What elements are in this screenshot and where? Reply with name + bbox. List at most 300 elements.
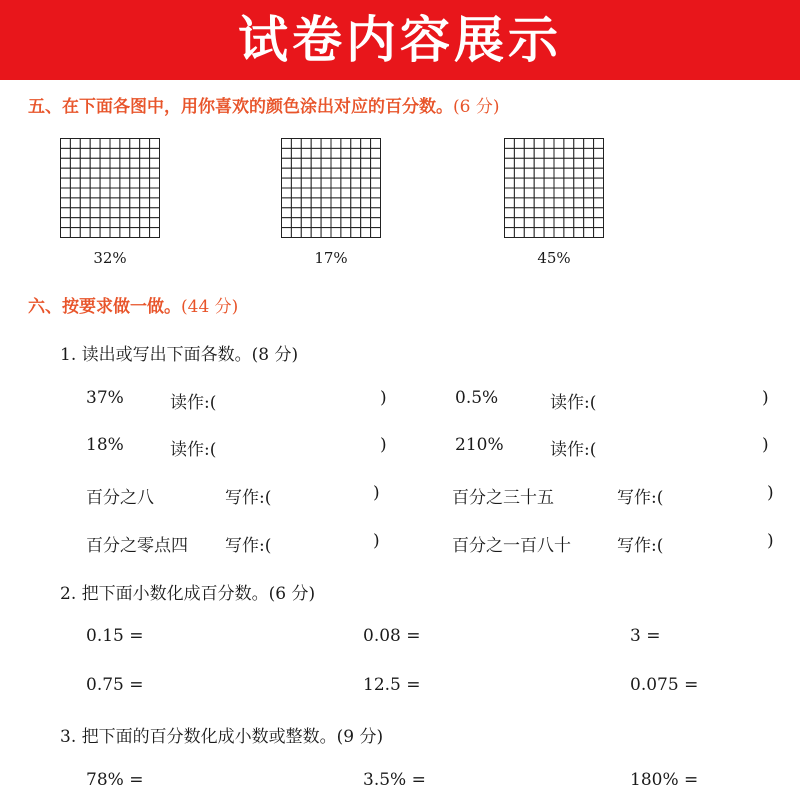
grid-cell[interactable] (70, 148, 80, 158)
grid-cell[interactable] (150, 178, 160, 188)
grid-cell[interactable] (100, 168, 110, 178)
grid-cell[interactable] (70, 188, 80, 198)
grid-cell[interactable] (282, 198, 292, 208)
grid-cell[interactable] (584, 168, 594, 178)
grid-cell[interactable] (100, 188, 110, 198)
grid-cell[interactable] (90, 188, 100, 198)
grid-cell[interactable] (514, 228, 524, 238)
grid-cell[interactable] (100, 139, 110, 149)
grid-cell[interactable] (291, 139, 301, 149)
grid-cell[interactable] (80, 168, 90, 178)
grid-cell[interactable] (61, 158, 71, 168)
grid-cell[interactable] (584, 208, 594, 218)
grid-cell[interactable] (574, 228, 584, 238)
grid-cell[interactable] (311, 228, 321, 238)
grid-cell[interactable] (341, 148, 351, 158)
grid-cell[interactable] (584, 228, 594, 238)
grid-cell[interactable] (534, 168, 544, 178)
grid-cell[interactable] (524, 208, 534, 218)
grid-cell[interactable] (80, 148, 90, 158)
grid-cell[interactable] (301, 228, 311, 238)
grid-cell[interactable] (90, 168, 100, 178)
grid-cell[interactable] (524, 198, 534, 208)
grid-cell[interactable] (514, 218, 524, 228)
grid-cell[interactable] (311, 218, 321, 228)
grid-cell[interactable] (301, 139, 311, 149)
grid-cell[interactable] (505, 158, 515, 168)
grid-cell[interactable] (361, 139, 371, 149)
grid-cell[interactable] (341, 168, 351, 178)
grid-cell[interactable] (70, 158, 80, 168)
grid-cell[interactable] (70, 228, 80, 238)
grid-cell[interactable] (351, 178, 361, 188)
grid-cell[interactable] (361, 178, 371, 188)
grid-cell[interactable] (301, 158, 311, 168)
grid-cell[interactable] (361, 188, 371, 198)
grid-cell[interactable] (90, 148, 100, 158)
grid-cell[interactable] (361, 198, 371, 208)
grid-cell[interactable] (80, 218, 90, 228)
grid-cell[interactable] (594, 139, 604, 149)
grid-cell[interactable] (150, 198, 160, 208)
grid-cell[interactable] (331, 208, 341, 218)
grid-cell[interactable] (554, 198, 564, 208)
grid-cell[interactable] (291, 188, 301, 198)
grid-cell[interactable] (311, 139, 321, 149)
grid-cell[interactable] (544, 148, 554, 158)
grid-cell[interactable] (282, 168, 292, 178)
grid-cell[interactable] (554, 228, 564, 238)
grid-cell[interactable] (120, 208, 130, 218)
grid-cell[interactable] (61, 178, 71, 188)
grid-cell[interactable] (554, 188, 564, 198)
grid-cell[interactable] (61, 208, 71, 218)
grid-cell[interactable] (110, 168, 120, 178)
grid-cell[interactable] (150, 139, 160, 149)
grid-cell[interactable] (351, 198, 361, 208)
grid-cell[interactable] (574, 168, 584, 178)
grid-cell[interactable] (291, 168, 301, 178)
grid-cell[interactable] (321, 168, 331, 178)
grid-cell[interactable] (564, 188, 574, 198)
grid-cell[interactable] (331, 139, 341, 149)
grid-cell[interactable] (341, 188, 351, 198)
hundred-grid-2[interactable] (281, 138, 381, 238)
grid-cell[interactable] (130, 178, 140, 188)
grid-cell[interactable] (594, 168, 604, 178)
grid-cell[interactable] (505, 178, 515, 188)
grid-cell[interactable] (534, 139, 544, 149)
grid-cell[interactable] (554, 218, 564, 228)
grid-cell[interactable] (514, 208, 524, 218)
grid-cell[interactable] (120, 188, 130, 198)
grid-cell[interactable] (331, 168, 341, 178)
grid-cell[interactable] (70, 208, 80, 218)
grid-cell[interactable] (584, 158, 594, 168)
grid-cell[interactable] (554, 148, 564, 158)
grid-cell[interactable] (351, 188, 361, 198)
grid-cell[interactable] (140, 188, 150, 198)
grid-cell[interactable] (130, 218, 140, 228)
grid-cell[interactable] (130, 139, 140, 149)
grid-cell[interactable] (150, 168, 160, 178)
grid-cell[interactable] (534, 158, 544, 168)
grid-cell[interactable] (584, 139, 594, 149)
grid-cell[interactable] (594, 148, 604, 158)
grid-cell[interactable] (544, 139, 554, 149)
grid-cell[interactable] (564, 178, 574, 188)
grid-cell[interactable] (130, 148, 140, 158)
grid-cell[interactable] (584, 218, 594, 228)
grid-cell[interactable] (341, 158, 351, 168)
grid-cell[interactable] (321, 228, 331, 238)
grid-cell[interactable] (291, 198, 301, 208)
grid-cell[interactable] (282, 188, 292, 198)
grid-cell[interactable] (321, 158, 331, 168)
grid-cell[interactable] (120, 168, 130, 178)
grid-cell[interactable] (534, 148, 544, 158)
grid-cell[interactable] (371, 139, 381, 149)
grid-cell[interactable] (361, 218, 371, 228)
grid-cell[interactable] (371, 188, 381, 198)
grid-cell[interactable] (110, 188, 120, 198)
grid-cell[interactable] (80, 188, 90, 198)
grid-cell[interactable] (564, 139, 574, 149)
grid-cell[interactable] (371, 168, 381, 178)
grid-cell[interactable] (130, 188, 140, 198)
grid-cell[interactable] (301, 178, 311, 188)
grid-cell[interactable] (544, 218, 554, 228)
grid-cell[interactable] (110, 139, 120, 149)
grid-cell[interactable] (100, 208, 110, 218)
grid-cell[interactable] (544, 208, 554, 218)
grid-cell[interactable] (371, 198, 381, 208)
grid-cell[interactable] (564, 218, 574, 228)
grid-cell[interactable] (361, 158, 371, 168)
grid-cell[interactable] (150, 218, 160, 228)
grid-cell[interactable] (574, 198, 584, 208)
grid-cell[interactable] (341, 198, 351, 208)
grid-cell[interactable] (574, 188, 584, 198)
grid-cell[interactable] (351, 218, 361, 228)
grid-cell[interactable] (301, 168, 311, 178)
grid-cell[interactable] (584, 178, 594, 188)
grid-cell[interactable] (341, 208, 351, 218)
grid-cell[interactable] (301, 148, 311, 158)
grid-cell[interactable] (594, 218, 604, 228)
grid-cell[interactable] (90, 228, 100, 238)
grid-cell[interactable] (534, 178, 544, 188)
grid-cell[interactable] (311, 158, 321, 168)
grid-cell[interactable] (574, 178, 584, 188)
grid-cell[interactable] (291, 148, 301, 158)
grid-cell[interactable] (505, 198, 515, 208)
grid-cell[interactable] (321, 218, 331, 228)
grid-cell[interactable] (351, 228, 361, 238)
grid-cell[interactable] (311, 148, 321, 158)
grid-cell[interactable] (110, 208, 120, 218)
grid-cell[interactable] (70, 139, 80, 149)
grid-cell[interactable] (331, 158, 341, 168)
grid-cell[interactable] (351, 139, 361, 149)
grid-cell[interactable] (90, 139, 100, 149)
grid-cell[interactable] (70, 178, 80, 188)
grid-cell[interactable] (100, 158, 110, 168)
grid-cell[interactable] (544, 188, 554, 198)
grid-cell[interactable] (301, 188, 311, 198)
grid-cell[interactable] (524, 168, 534, 178)
grid-cell[interactable] (140, 178, 150, 188)
grid-cell[interactable] (371, 228, 381, 238)
grid-cell[interactable] (140, 148, 150, 158)
grid-cell[interactable] (361, 208, 371, 218)
grid-cell[interactable] (514, 158, 524, 168)
grid-cell[interactable] (282, 228, 292, 238)
grid-cell[interactable] (150, 228, 160, 238)
grid-cell[interactable] (301, 208, 311, 218)
grid-cell[interactable] (130, 168, 140, 178)
grid-cell[interactable] (371, 218, 381, 228)
grid-cell[interactable] (564, 228, 574, 238)
grid-cell[interactable] (150, 208, 160, 218)
grid-cell[interactable] (140, 198, 150, 208)
grid-cell[interactable] (311, 168, 321, 178)
grid-cell[interactable] (61, 139, 71, 149)
grid-cell[interactable] (524, 178, 534, 188)
grid-cell[interactable] (90, 208, 100, 218)
grid-cell[interactable] (371, 158, 381, 168)
grid-cell[interactable] (331, 218, 341, 228)
grid-cell[interactable] (371, 148, 381, 158)
grid-cell[interactable] (554, 178, 564, 188)
grid-cell[interactable] (351, 158, 361, 168)
grid-cell[interactable] (564, 208, 574, 218)
grid-cell[interactable] (70, 168, 80, 178)
grid-cell[interactable] (361, 228, 371, 238)
grid-cell[interactable] (554, 208, 564, 218)
grid-cell[interactable] (311, 188, 321, 198)
grid-cell[interactable] (594, 198, 604, 208)
grid-cell[interactable] (524, 139, 534, 149)
grid-cell[interactable] (130, 158, 140, 168)
grid-cell[interactable] (291, 178, 301, 188)
grid-cell[interactable] (150, 188, 160, 198)
grid-cell[interactable] (554, 168, 564, 178)
grid-cell[interactable] (505, 139, 515, 149)
grid-cell[interactable] (130, 208, 140, 218)
grid-cell[interactable] (534, 188, 544, 198)
grid-cell[interactable] (524, 158, 534, 168)
grid-cell[interactable] (514, 168, 524, 178)
grid-cell[interactable] (544, 198, 554, 208)
grid-cell[interactable] (514, 198, 524, 208)
grid-cell[interactable] (140, 168, 150, 178)
grid-cell[interactable] (514, 139, 524, 149)
grid-cell[interactable] (100, 178, 110, 188)
grid-cell[interactable] (371, 178, 381, 188)
grid-cell[interactable] (150, 148, 160, 158)
grid-cell[interactable] (80, 139, 90, 149)
grid-cell[interactable] (110, 228, 120, 238)
grid-cell[interactable] (594, 188, 604, 198)
grid-cell[interactable] (331, 198, 341, 208)
grid-cell[interactable] (150, 158, 160, 168)
grid-cell[interactable] (321, 178, 331, 188)
grid-cell[interactable] (311, 178, 321, 188)
grid-cell[interactable] (100, 148, 110, 158)
grid-cell[interactable] (120, 228, 130, 238)
grid-cell[interactable] (514, 188, 524, 198)
grid-cell[interactable] (61, 218, 71, 228)
grid-cell[interactable] (100, 198, 110, 208)
grid-cell[interactable] (584, 198, 594, 208)
grid-cell[interactable] (524, 148, 534, 158)
grid-cell[interactable] (282, 139, 292, 149)
grid-cell[interactable] (130, 228, 140, 238)
grid-cell[interactable] (282, 178, 292, 188)
grid-cell[interactable] (90, 218, 100, 228)
grid-cell[interactable] (140, 158, 150, 168)
grid-cell[interactable] (544, 178, 554, 188)
grid-cell[interactable] (341, 139, 351, 149)
grid-cell[interactable] (574, 139, 584, 149)
grid-cell[interactable] (514, 148, 524, 158)
grid-cell[interactable] (505, 208, 515, 218)
grid-cell[interactable] (564, 198, 574, 208)
grid-cell[interactable] (331, 188, 341, 198)
grid-cell[interactable] (110, 198, 120, 208)
grid-cell[interactable] (361, 148, 371, 158)
grid-cell[interactable] (574, 218, 584, 228)
grid-cell[interactable] (291, 218, 301, 228)
grid-cell[interactable] (61, 228, 71, 238)
grid-cell[interactable] (524, 218, 534, 228)
grid-cell[interactable] (594, 228, 604, 238)
grid-cell[interactable] (564, 148, 574, 158)
grid-cell[interactable] (341, 178, 351, 188)
grid-cell[interactable] (120, 198, 130, 208)
grid-cell[interactable] (70, 198, 80, 208)
grid-cell[interactable] (351, 148, 361, 158)
grid-cell[interactable] (120, 148, 130, 158)
grid-cell[interactable] (534, 228, 544, 238)
grid-cell[interactable] (61, 198, 71, 208)
grid-cell[interactable] (564, 158, 574, 168)
grid-cell[interactable] (90, 198, 100, 208)
grid-cell[interactable] (321, 198, 331, 208)
grid-cell[interactable] (505, 168, 515, 178)
hundred-grid-1[interactable] (60, 138, 160, 238)
grid-cell[interactable] (544, 228, 554, 238)
grid-cell[interactable] (564, 168, 574, 178)
hundred-grid-3[interactable] (504, 138, 604, 238)
grid-cell[interactable] (505, 148, 515, 158)
grid-cell[interactable] (584, 188, 594, 198)
grid-cell[interactable] (544, 158, 554, 168)
grid-cell[interactable] (140, 218, 150, 228)
grid-cell[interactable] (80, 198, 90, 208)
grid-cell[interactable] (120, 158, 130, 168)
grid-cell[interactable] (554, 158, 564, 168)
grid-cell[interactable] (282, 208, 292, 218)
grid-cell[interactable] (61, 168, 71, 178)
grid-cell[interactable] (534, 218, 544, 228)
grid-cell[interactable] (120, 218, 130, 228)
grid-cell[interactable] (90, 158, 100, 168)
grid-cell[interactable] (321, 188, 331, 198)
grid-cell[interactable] (574, 208, 584, 218)
grid-cell[interactable] (505, 188, 515, 198)
grid-cell[interactable] (524, 228, 534, 238)
grid-cell[interactable] (110, 158, 120, 168)
grid-cell[interactable] (80, 178, 90, 188)
grid-cell[interactable] (110, 178, 120, 188)
grid-cell[interactable] (331, 178, 341, 188)
grid-cell[interactable] (282, 218, 292, 228)
grid-cell[interactable] (61, 148, 71, 158)
grid-cell[interactable] (282, 148, 292, 158)
grid-cell[interactable] (554, 139, 564, 149)
grid-cell[interactable] (80, 208, 90, 218)
grid-cell[interactable] (282, 158, 292, 168)
grid-cell[interactable] (120, 178, 130, 188)
grid-cell[interactable] (534, 208, 544, 218)
grid-cell[interactable] (80, 228, 90, 238)
grid-cell[interactable] (100, 228, 110, 238)
grid-cell[interactable] (140, 208, 150, 218)
grid-cell[interactable] (341, 228, 351, 238)
grid-cell[interactable] (130, 198, 140, 208)
grid-cell[interactable] (311, 208, 321, 218)
grid-cell[interactable] (100, 218, 110, 228)
grid-cell[interactable] (140, 228, 150, 238)
grid-cell[interactable] (351, 168, 361, 178)
grid-cell[interactable] (584, 148, 594, 158)
grid-cell[interactable] (574, 158, 584, 168)
grid-cell[interactable] (505, 218, 515, 228)
grid-cell[interactable] (110, 218, 120, 228)
grid-cell[interactable] (90, 178, 100, 188)
grid-cell[interactable] (291, 208, 301, 218)
grid-cell[interactable] (331, 228, 341, 238)
grid-cell[interactable] (534, 198, 544, 208)
grid-cell[interactable] (514, 178, 524, 188)
grid-cell[interactable] (61, 188, 71, 198)
grid-cell[interactable] (351, 208, 361, 218)
grid-cell[interactable] (341, 218, 351, 228)
grid-cell[interactable] (361, 168, 371, 178)
grid-cell[interactable] (70, 218, 80, 228)
grid-cell[interactable] (321, 208, 331, 218)
grid-cell[interactable] (594, 178, 604, 188)
grid-cell[interactable] (110, 148, 120, 158)
grid-cell[interactable] (321, 148, 331, 158)
grid-cell[interactable] (371, 208, 381, 218)
grid-cell[interactable] (594, 208, 604, 218)
grid-cell[interactable] (291, 158, 301, 168)
grid-cell[interactable] (80, 158, 90, 168)
grid-cell[interactable] (574, 148, 584, 158)
grid-cell[interactable] (524, 188, 534, 198)
grid-cell[interactable] (311, 198, 321, 208)
grid-cell[interactable] (301, 198, 311, 208)
grid-cell[interactable] (594, 158, 604, 168)
grid-cell[interactable] (505, 228, 515, 238)
grid-cell[interactable] (331, 148, 341, 158)
grid-cell[interactable] (120, 139, 130, 149)
grid-cell[interactable] (544, 168, 554, 178)
grid-cell[interactable] (321, 139, 331, 149)
